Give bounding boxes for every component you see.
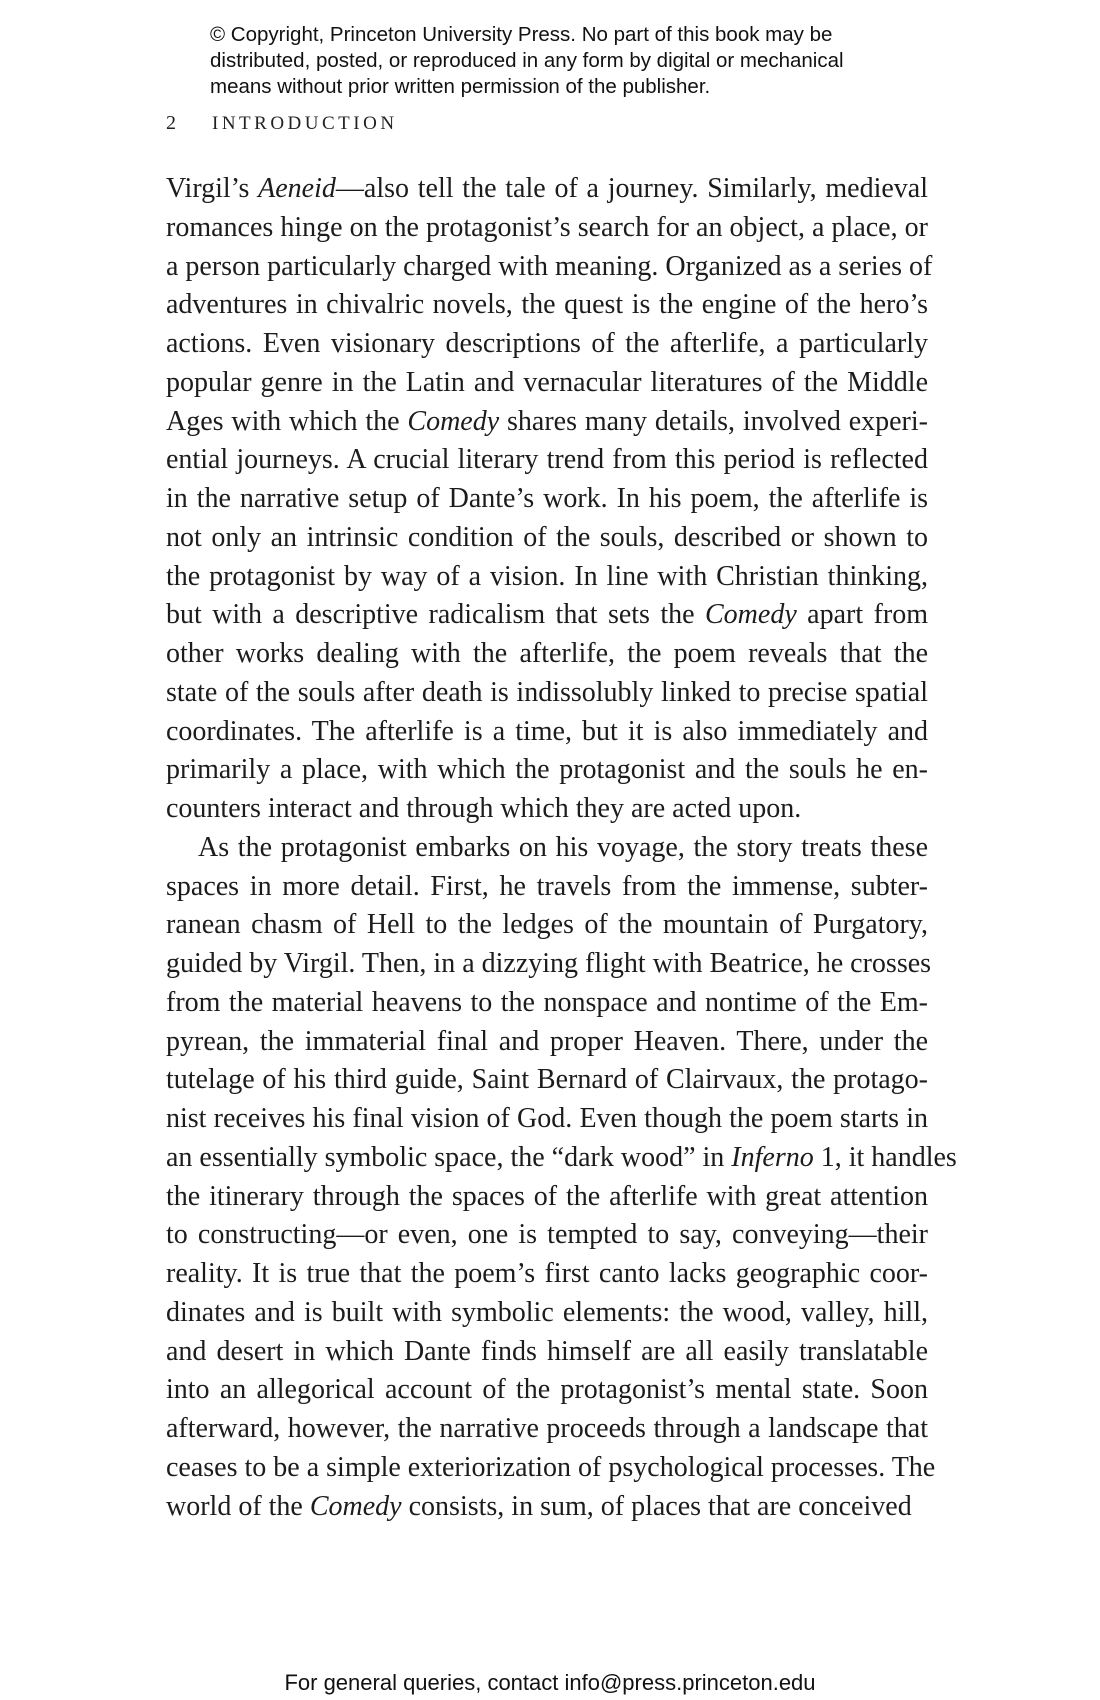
text-segment: afterward, however, the narrative proceeds through a landscape that bbox=[166, 1413, 928, 1444]
text-line bbox=[166, 1410, 928, 1449]
text-line bbox=[166, 1371, 928, 1410]
text-segment: tutelage of his third guide, Saint Bernard of Clairvaux, the protago- bbox=[166, 1064, 928, 1096]
text-segment: ceases to be a simple exteriorization of psychological processes. The bbox=[166, 1451, 936, 1483]
text-line bbox=[166, 1178, 928, 1217]
copyright-line: distributed, posted, or reproduced in any form by digital or mechanical bbox=[210, 49, 844, 72]
text-segment: reality. It is true that the poem’s first canto lacks geographic coor- bbox=[166, 1258, 928, 1289]
text-segment: an essentially symbolic space, the “dark wood” in bbox=[166, 1141, 732, 1173]
text-segment: shares many details, involved experi- bbox=[499, 405, 928, 437]
text-line bbox=[166, 1061, 928, 1100]
text-segment: guided by Virgil. Then, in a dizzying flight with Beatrice, he crosses bbox=[166, 948, 932, 979]
italic-title: Inferno bbox=[731, 1141, 814, 1173]
text-segment: counters interact and through which they are acted upon. bbox=[166, 793, 802, 824]
text-line bbox=[166, 1255, 928, 1294]
text-segment: the protagonist by way of a vision. In line with Christian thinking, bbox=[166, 560, 928, 592]
text-segment: actions. Even visionary descriptions of the afterlife, a particularly bbox=[166, 328, 928, 359]
text-line bbox=[166, 558, 928, 597]
italic-title: Comedy bbox=[705, 599, 797, 631]
text-segment: popular genre in the Latin and vernacular literatures of the Middle bbox=[166, 366, 928, 398]
text-segment: and desert in which Dante finds himself are all easily translatable bbox=[166, 1335, 928, 1367]
text-line bbox=[166, 674, 928, 713]
text-segment: in the narrative setup of Dante’s work. In his poem, the afterlife is bbox=[166, 483, 928, 514]
text-line bbox=[166, 1139, 957, 1178]
italic-title: Comedy bbox=[309, 1490, 402, 1522]
text-line bbox=[166, 480, 928, 519]
text-segment: Virgil’s bbox=[166, 173, 259, 204]
text-segment: coordinates. The afterlife is a time, but it is also immediately and bbox=[166, 715, 928, 747]
copyright-notice bbox=[210, 22, 910, 100]
text-line bbox=[166, 1100, 928, 1139]
copyright-line: means without prior written permission of the publisher. bbox=[210, 75, 711, 98]
text-segment: from the material heavens to the nonspace and nontime of the Em- bbox=[166, 986, 928, 1018]
text-line bbox=[166, 325, 928, 364]
text-line bbox=[166, 635, 928, 674]
italic-title: Aeneid bbox=[258, 173, 336, 204]
text-line bbox=[166, 713, 928, 752]
text-segment: to constructing—or even, one is tempted to say, conveying—their bbox=[166, 1219, 928, 1251]
text-segment: state of the souls after death is indissolubly linked to precise spatial bbox=[166, 676, 928, 708]
text-segment: 1, it handles bbox=[813, 1141, 957, 1173]
text-line bbox=[166, 1488, 928, 1527]
text-segment: consists, in sum, of places that are conceived bbox=[401, 1490, 912, 1522]
text-segment: a person particularly charged with meaning. Organized as a series of bbox=[166, 250, 933, 282]
text-segment: world of the bbox=[166, 1490, 310, 1522]
text-line bbox=[166, 364, 928, 403]
text-line bbox=[166, 441, 928, 480]
text-segment: apart from bbox=[796, 599, 928, 631]
text-segment: nist receives his final vision of God. Even though the poem starts in bbox=[166, 1103, 928, 1134]
footer-contact: For general queries, contact info@press.princeton.edu bbox=[284, 1670, 816, 1695]
text-line bbox=[166, 286, 928, 325]
text-segment: pyrean, the immaterial final and proper Heaven. There, under the bbox=[166, 1025, 928, 1057]
text-line bbox=[166, 1023, 928, 1062]
text-line bbox=[166, 519, 928, 558]
text-segment: dinates and is built with symbolic elements: the wood, valley, hill, bbox=[166, 1296, 928, 1328]
text-line bbox=[166, 1333, 928, 1372]
text-line bbox=[166, 868, 928, 907]
body-text bbox=[166, 170, 957, 1526]
text-segment: not only an intrinsic condition of the souls, described or shown to bbox=[166, 521, 928, 553]
text-line bbox=[166, 1294, 928, 1333]
text-line bbox=[166, 248, 933, 287]
text-line bbox=[166, 790, 928, 829]
text-segment: the itinerary through the spaces of the afterlife with great attention bbox=[166, 1180, 928, 1212]
text-line bbox=[166, 170, 928, 209]
text-segment: ranean chasm of Hell to the ledges of the mountain of Purgatory, bbox=[166, 909, 928, 941]
text-line bbox=[166, 596, 928, 635]
text-segment: Ages with which the bbox=[166, 405, 408, 437]
text-line bbox=[166, 984, 928, 1023]
text-line bbox=[166, 1216, 928, 1255]
running-head bbox=[166, 112, 398, 135]
text-line bbox=[166, 829, 928, 868]
text-segment: romances hinge on the protagonist’s search for an object, a place, or bbox=[166, 211, 928, 243]
page-number: 2 bbox=[166, 112, 176, 134]
text-segment: other works dealing with the afterlife, the poem reveals that the bbox=[166, 638, 928, 669]
text-line bbox=[166, 403, 928, 442]
text-line bbox=[166, 906, 928, 945]
text-line bbox=[166, 751, 928, 790]
text-line bbox=[166, 945, 932, 984]
text-segment: —also tell the tale of a journey. Similarly, medieval bbox=[335, 173, 928, 204]
text-segment: primarily a place, with which the protagonist and the souls he en- bbox=[166, 754, 928, 786]
text-line bbox=[166, 209, 928, 248]
text-segment: but with a descriptive radicalism that sets the bbox=[166, 599, 705, 631]
italic-title: Comedy bbox=[407, 405, 500, 437]
text-segment: spaces in more detail. First, he travels from the immense, subter- bbox=[166, 870, 928, 902]
text-segment: adventures in chivalric novels, the quest is the engine of the hero’s bbox=[166, 289, 928, 321]
text-line bbox=[166, 1449, 936, 1488]
text-segment: into an allegorical account of the protagonist’s mental state. Soon bbox=[166, 1374, 928, 1406]
text-segment: As the protagonist embarks on his voyage, the story treats these bbox=[198, 831, 928, 863]
chapter-title: INTRODUCTION bbox=[212, 113, 398, 134]
text-segment: ential journeys. A crucial literary trend from this period is reflected bbox=[166, 444, 928, 476]
copyright-line: © Copyright, Princeton University Press. No part of this book may be bbox=[210, 23, 833, 46]
